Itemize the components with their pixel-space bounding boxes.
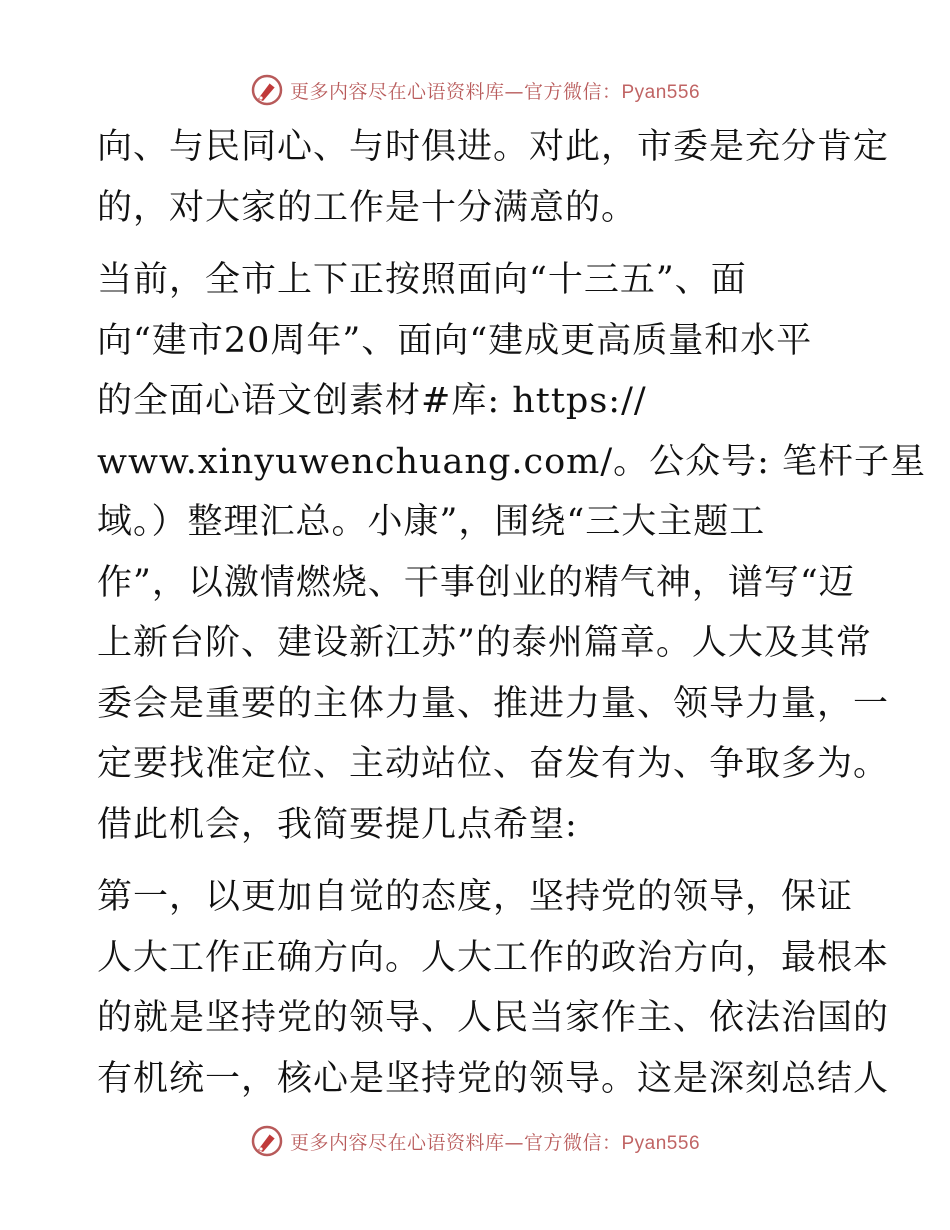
text-line: 委会是重要的主体力量、推进力量、领导力量，一 [97,683,890,724]
text-line: 借此机会，我简要提几点希望: [97,804,578,845]
text-line: 当前，全市上下正按照面向“十三五”、面 [97,260,747,300]
pen-nib-logo-icon [250,73,284,107]
text-line: 的全面心语文创素材#库: https:// [97,381,647,421]
text-line: 的，对大家的工作是十分满意的。 [97,187,638,228]
text-line: 域。）整理汇总。小康”，围绕“三大主题工 [97,502,766,542]
text-line: 向“建市20周年”、面向“建成更高质量和水平 [97,320,813,361]
document-body [97,117,927,1121]
watermark-text: 更多内容尽在心语资料库—官方微信：Pyan556 [289,1131,701,1154]
watermark-text: 更多内容尽在心语资料库—官方微信：Pyan556 [289,80,701,103]
footer-watermark [0,1121,950,1161]
paragraph-2 [97,250,927,855]
header-watermark [0,70,950,110]
text-line: 人大工作正确方向。人大工作的政治方向，最根本 [97,937,890,978]
pen-nib-logo-icon [250,1124,284,1158]
text-line: 定要找准定位、主动站位、奋发有为、争取多为。 [97,744,890,784]
text-line: 向、与民同心、与时俱进。对此，市委是充分肯定 [97,127,890,167]
text-line: www.xinyuwenchuang.com/。公众号: 笔杆子星 [97,441,927,482]
watermark-wechat-id: Pyan556 [621,1132,701,1154]
text-line: 作”，以激情燃烧、干事创业的精气神，谱写“迈 [97,562,855,603]
watermark-wechat-id: Pyan556 [621,81,701,103]
text-line: 上新台阶、建设新江苏”的泰州篇章。人大及其常 [97,623,872,663]
text-line: 第一，以更加自觉的态度，坚持党的领导，保证 [97,877,854,917]
text-line: 的就是坚持党的领导、人民当家作主、依法治国的 [97,998,890,1038]
paragraph-1 [97,117,890,238]
text-line: 有机统一，核心是坚持党的领导。这是深刻总结人 [97,1058,890,1099]
paragraph-3 [97,867,890,1109]
